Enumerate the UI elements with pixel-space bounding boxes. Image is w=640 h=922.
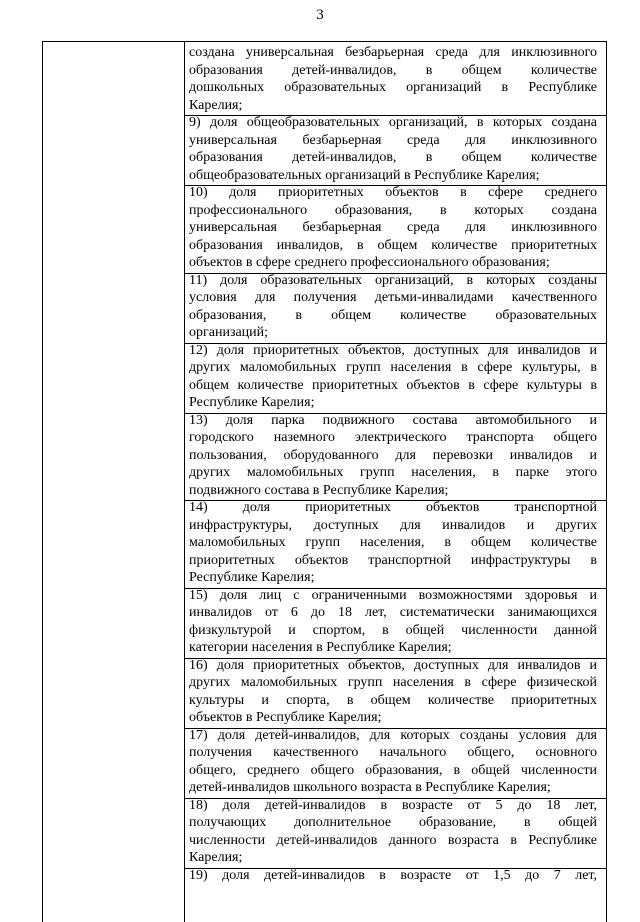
indicator-line (189, 657, 597, 675)
indicator-text-line: инвалидов от 6 до 18 лет, систематически занимающихся (189, 605, 597, 620)
indicator-number: 12) (189, 342, 208, 358)
indicator-text-line: Республике Карелия; (189, 395, 315, 410)
indicator-text-line: универсальная безбарьерная среда для инклюзивного (189, 220, 597, 235)
row-divider (185, 413, 606, 414)
indicator-number: 16) (189, 657, 208, 673)
row-divider (185, 115, 606, 116)
indicator-text-line: доля детей-инвалидов, для которых созданы условия для (207, 727, 597, 743)
indicator-text-line: общеобразовательных организаций в Республике Карелия; (189, 167, 540, 183)
indicator-number: 10) (189, 185, 208, 200)
indicator-item (189, 44, 597, 114)
row-divider (185, 728, 606, 729)
indicator-line (189, 184, 597, 202)
indicator-text-line: универсальная безбарьерная среда для инклюзивного (189, 132, 597, 148)
indicator-text-line: образования детей-инвалидов, в общем количестве (189, 150, 597, 165)
indicator-text-line: других маломобильных групп населения, в парке этого (189, 465, 597, 480)
indicator-text-line: доля детей-инвалидов в возрасте от 1,5 до 7 лет, (207, 867, 597, 883)
indicator-line (189, 867, 597, 885)
indicator-text-line: доля приоритетных объектов транспортной (207, 500, 597, 515)
indicator-list (189, 44, 597, 884)
indicator-text-line: профессионального образования, в которых создана (189, 202, 597, 218)
indicator-item (189, 272, 597, 342)
indicator-text-line: образования детей-инвалидов, в общем количестве (189, 62, 597, 78)
indicator-number: 15) (189, 587, 208, 603)
indicator-item (189, 114, 597, 184)
indicator-text-line: инфраструктуры, доступных для инвалидов и других (189, 517, 597, 533)
indicator-number: 19) (189, 867, 208, 883)
indicator-line (189, 499, 597, 517)
indicator-text-line: приоритетных объектов транспортной инфраструктуры в (189, 552, 597, 568)
indicator-text-line: общего, среднего общего образования, в общей численности (189, 762, 597, 778)
indicator-number: 11) (189, 272, 208, 288)
indicator-text-line: доля общеобразовательных организаций, в которых создана (200, 115, 597, 130)
indicator-text-line: условия для получения детьми-инвалидами качественного (189, 290, 597, 305)
indicator-item (189, 184, 597, 272)
indicator-text-line: пользования, оборудованного для перевозки инвалидов и (189, 447, 597, 463)
row-divider (185, 185, 606, 186)
indicator-text-line: категории населения в Республике Карелия; (189, 640, 452, 655)
indicator-text-line: Карелия; (189, 97, 243, 113)
page-number: 3 (316, 7, 324, 23)
indicator-table (42, 41, 607, 922)
indicator-text-line: детей-инвалидов школьного возраста в Республике Карелия; (189, 780, 551, 795)
indicator-text-line: доля парка подвижного состава автомобильного и (207, 412, 597, 428)
indicator-item (189, 657, 597, 727)
indicator-line (189, 114, 597, 132)
indicator-text-line: образования инвалидов, в общем количестве приоритетных (189, 237, 597, 253)
indicator-number: 13) (189, 412, 208, 428)
indicator-text-line: образования, в общем количестве образовательных (189, 307, 597, 323)
indicator-item (189, 587, 597, 657)
indicator-text-line: доля детей-инвалидов в возрасте от 5 до 18 лет, (207, 797, 597, 813)
indicator-number: 9) (189, 115, 201, 130)
indicator-line (189, 587, 597, 605)
indicator-item (189, 867, 597, 885)
indicator-item (189, 727, 597, 797)
indicator-text-line: доля лиц с ограниченными возможностями здоровья и (207, 587, 597, 603)
indicator-text-line: физкультурой и спортом, в общей численности данной (189, 622, 597, 638)
indicator-line (189, 412, 597, 430)
indicator-text-line: других маломобильных групп населения в сфере культуры, в (189, 360, 597, 375)
row-divider (185, 588, 606, 589)
indicator-item (189, 797, 597, 867)
indicator-text-line: культуры и спорта, в общем количестве приоритетных (189, 692, 597, 708)
indicator-text-line: создана универсальная безбарьерная среда для инклюзивного (189, 45, 597, 60)
indicator-number: 17) (189, 727, 208, 743)
indicator-text-line: других маломобильных групп населения в сфере физической (189, 675, 597, 690)
indicator-text-line: доля приоритетных объектов в сфере среднего (207, 185, 597, 200)
indicator-text-line: Республике Карелия; (189, 570, 315, 585)
row-divider (185, 343, 606, 344)
indicator-item (189, 412, 597, 500)
indicator-text-line: численности детей-инвалидов данного возраста в Республике (189, 832, 597, 848)
indicator-text-line: городского наземного электрического транспорта общего (189, 430, 597, 445)
indicator-item (189, 499, 597, 587)
row-divider (185, 500, 606, 501)
indicator-text-line: доля приоритетных объектов, доступных для инвалидов и (207, 342, 597, 358)
indicator-text-line: доля образовательных организаций, в которых созданы (207, 272, 597, 288)
indicator-text-line: дошкольных образовательных организаций в Республике (189, 80, 597, 95)
row-divider (185, 868, 606, 869)
indicator-text-line: подвижного состава в Республике Карелия; (189, 482, 449, 498)
indicator-text-line: общем количестве приоритетных объектов в сфере культуры в (189, 377, 597, 393)
row-divider (185, 798, 606, 799)
indicator-text-line: получения качественного начального общего, основного (189, 745, 597, 760)
column-divider (184, 42, 185, 922)
row-divider (185, 658, 606, 659)
indicator-text-line: объектов в сфере среднего профессионального образования; (189, 255, 550, 270)
indicator-text-line: доля приоритетных объектов, доступных для инвалидов и (207, 657, 597, 673)
indicator-number: 14) (189, 500, 208, 515)
indicator-line (189, 797, 597, 815)
row-divider (185, 273, 606, 274)
indicator-line (189, 272, 597, 290)
indicator-text-line: Карелия; (189, 850, 243, 865)
indicator-text-line: маломобильных групп населения, в общем количестве (189, 535, 597, 550)
indicator-item (189, 342, 597, 412)
indicator-line (189, 727, 597, 745)
indicator-text-line: объектов в Республике Карелия; (189, 710, 382, 725)
indicator-text-line: получающих дополнительное образование, в общей (189, 815, 597, 830)
indicator-line (189, 342, 597, 360)
indicator-text-line: организаций; (189, 325, 269, 340)
indicator-number: 18) (189, 797, 208, 813)
